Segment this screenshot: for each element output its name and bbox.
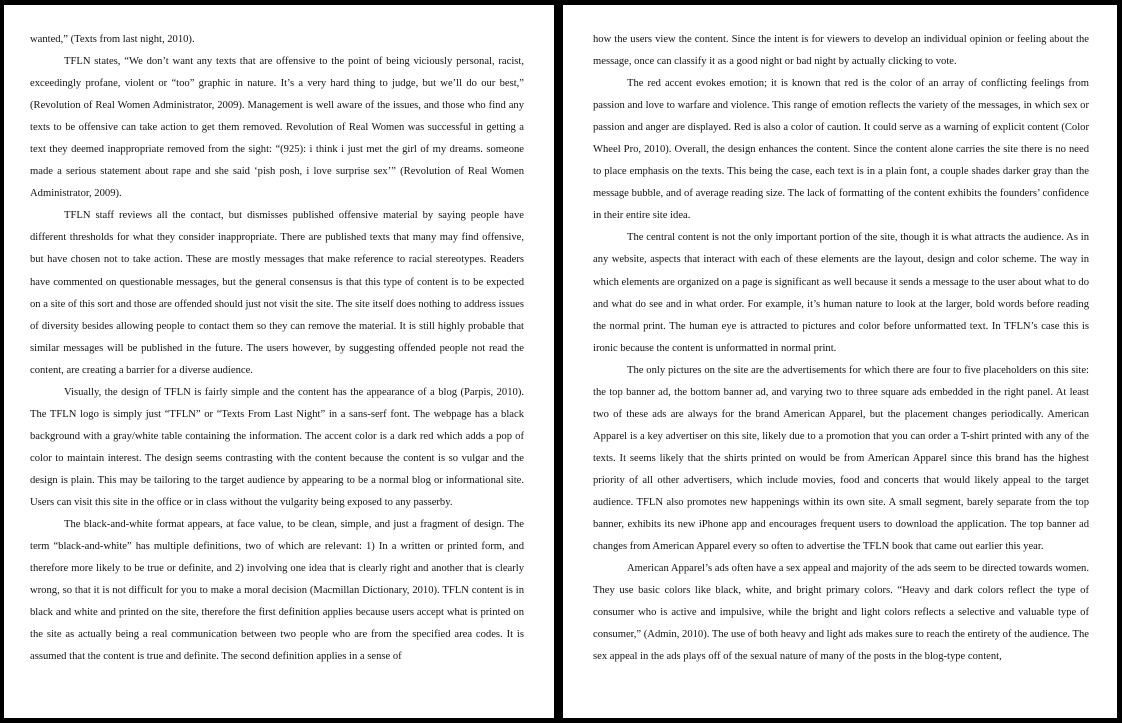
paragraph-red-accent: The red accent evokes emotion; it is known that red is the color of an array of conflicting feelings from passion and love to warfare and violence. This range of emotion reflects the variety of the messages, in which sex or passion and anger are displayed. Red is also a color of caution. It could serve as a warning of explicit content (Color Wheel Pro, 2010). Overall, the design enhances the content. Since the content alone carries the site there is no need to place emphasis on the texts. This being the case, each text is in a plain font, a couple shades darker gray than the message bubble, and of average reading size. The lack of formatting of the content exhibits the founders’ confidence in their entire site idea.: [593, 78, 1089, 222]
paragraph-continuation: wanted,” (Texts from last night, 2010).: [30, 34, 195, 45]
paragraph-black-and-white: The black-and-white format appears, at face value, to be clean, simple, and just a fragment of design. The term “black-and-white” has multiple definitions, two of which are relevant: 1) In a written or printed form, and therefore more likely to be true or definite, and 2) involving one idea that is clearly right and another that is clearly wrong, so that it is not difficult for you to make a moral decision (Macmillan Dictionary, 2010). TFLN content is in black and white and printed on the site, therefore the first definition applies because users accept what is printed on the site as actually being a real communication between two people who are from the specified area codes. It is assumed that the content is true and definite. The second definition applies in a sense of: [30, 519, 524, 663]
paragraph-visual-design: Visually, the design of TFLN is fairly simple and the content has the appearance of a blog (Parpis, 2010). The TFLN logo is simply just “TFLN” or “Texts From Last Night” in a sans-serf font. The webpage has a black background with a gray/white table containing the information. The accent color is a dark red which adds a pop of color to maintain interest. The design seems contrasting with the content because the content is so vulgar and the design is plain. This may be tailoring to the target audience by appearing to be a normal blog or informational site. Users can visit this site in the office or in class without the vulgarity being exposed to any passerby.: [30, 386, 524, 508]
paragraph-advertisements: The only pictures on the site are the advertisements for which there are four to five placeholders on this site: the top banner ad, the bottom banner ad, and varying two to three square ads embedded in the right panel. At least two of these ads are always for the brand American Apparel, but the placement changes periodically. American Apparel is a key advertiser on this site, likely due to a promotion that you can order a T-shirt printed with any of the texts. It seems likely that the shirts printed on would be from American Apparel since this brand has the highest priority of all other advertisers, which include movies, food and concerts that would likely appeal to the target audience. TFLN also promotes new happenings within its own site. A small segment, barely separate from the top banner, exhibits its new iPhone app and encourages frequent users to download the application. The top banner ad changes from American Apparel every so often to advertise the TFLN book that came out earlier this year.: [593, 364, 1089, 553]
paragraph-continuation: how the users view the content. Since the intent is for viewers to develop an individual opinion or feeling about the message, once can classify it as a good night or bad night by actually clicking to vote.: [593, 34, 1089, 68]
paragraph-tfln-policy: TFLN states, “We don’t want any texts that are offensive to the point of being viciously personal, racist, exceedingly profane, violent or “too” graphic in nature. It’s a very hard thing to judge, but we’ll do our best,” (Revolution of Real Women Administrator, 2009). Management is well aware of the issues, and those who find any texts to be offensive can take action to get them removed. Revolution of Real Women was successful in getting a text they deemed inappropriate removed from the sight: “(925): i think i just met the girl of my dreams. someone made a serious statement about rape and she said ‘pish posh, i love surprise sex’” (Revolution of Real Women Administrator, 2009).: [30, 56, 524, 200]
paragraph-central-content: The central content is not the only important portion of the site, though it is what attracts the audience. As in any website, aspects that interact with each of these elements are the layout, design and color scheme. The way in which elements are organized on a page is significant as well because it sends a message to the user about what to do and what do see and in what order. For example, it’s human nature to look at the larger, bold words before reading the normal print. The human eye is attracted to pictures and color before unformatted text. In TFLN’s case this is ironic because the content is unformatted in normal print.: [593, 232, 1089, 354]
paragraph-staff-review: TFLN staff reviews all the contact, but dismisses published offensive material by saying people have different thresholds for what they consider inappropriate. There are published texts that many may find offensive, but have chosen not to take action. These are mostly messages that make reference to racial stereotypes. Readers have commented on questionable messages, but the general consensus is that this type of content is to be expected on a site of this sort and those are offended should just not visit the site. The site itself does nothing to address issues of diversity besides allowing people to contact them so they can remove the material. It is still highly probable that similar messages will be published in the future. The users however, by suggesting offended people not read the content, are creating a barrier for a diverse audience.: [30, 210, 524, 376]
document-page-right: [563, 5, 1117, 718]
document-page-left: [4, 5, 554, 718]
paragraph-american-apparel: American Apparel’s ads often have a sex appeal and majority of the ads seem to be directed towards women. They use basic colors like black, white, and bright primary colors. “Heavy and dark colors reflect the type of consumer who is active and impulsive, while the bright and light colors reflects a selective and valuable type of consumer,” (Admin, 2010). The use of both heavy and light ads makes sure to reach the entirety of the audience. The sex appeal in the ads plays off of the sexual nature of many of the posts in the blog-type content,: [593, 563, 1089, 663]
